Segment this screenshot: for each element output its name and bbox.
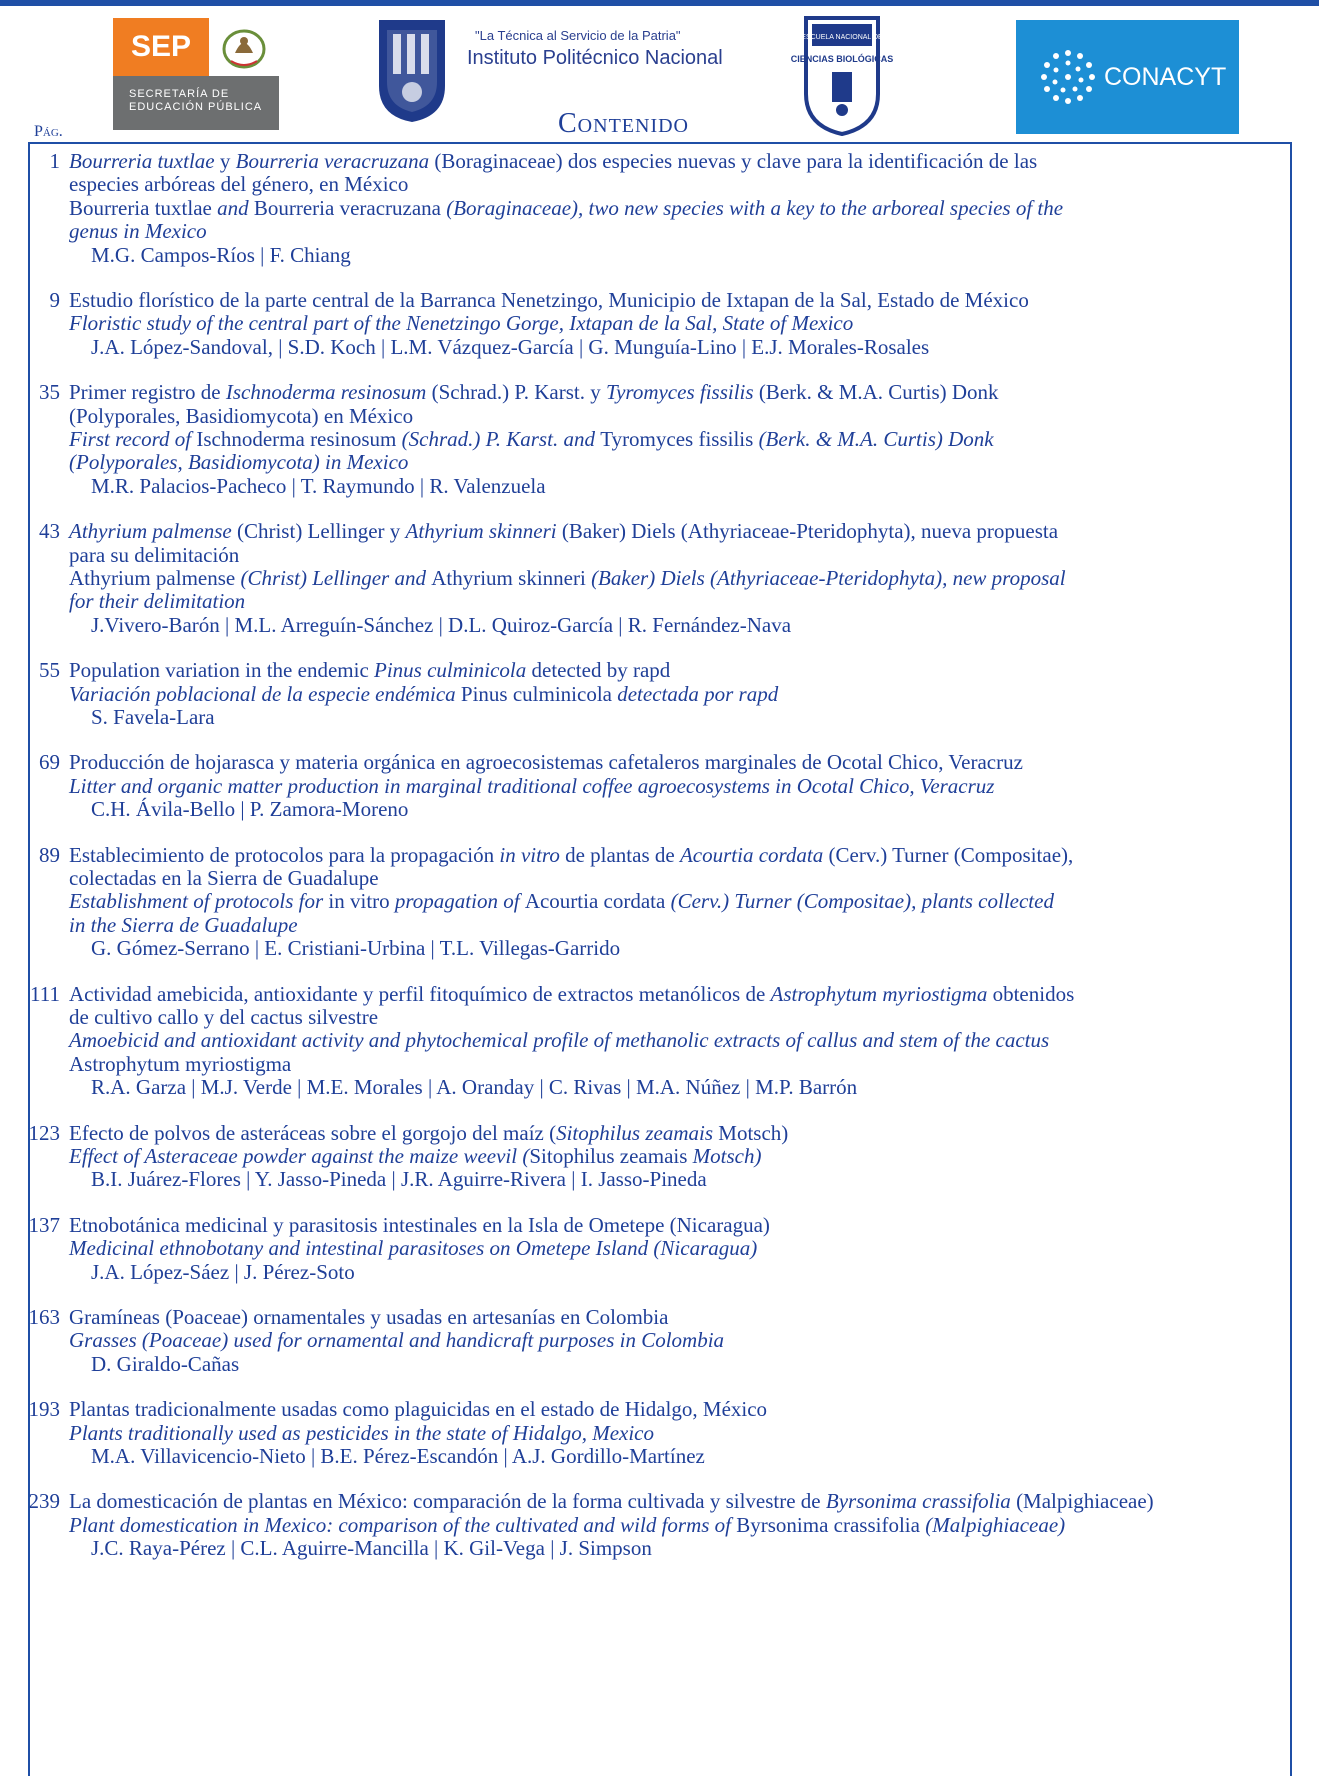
toc-page-number: 35 [39, 380, 60, 405]
sep-logo [113, 18, 279, 130]
toc-title-es: Producción de hojarasca y materia orgánica en agroecosistemas cafetaleros marginales de Ocotal Chico, Veracruz [69, 750, 1023, 775]
toc-title-en: Astrophytum myriostigma [69, 1051, 292, 1076]
toc-title-es: Plantas tradicionalmente usadas como plaguicidas en el estado de Hidalgo, México [69, 1397, 768, 1422]
sep-abbr: SEP [113, 18, 209, 76]
toc-title-en: First record of Ischnoderma resinosum (Schrad.) P. Karst. and Tyromyces fissilis (Berk. & M.A. Curtis) Donk [69, 426, 994, 451]
mexico-eagle-icon [209, 18, 279, 76]
toc-authors: M.G. Campos-Ríos | F. Chiang [91, 242, 351, 267]
toc-title-en: genus in Mexico [69, 219, 207, 244]
toc-authors: J.A. López-Sáez | J. Pérez-Soto [91, 1259, 355, 1284]
toc-title-es: Estudio florístico de la parte central de la Barranca Nenetzingo, Municipio de Ixtapan de la Sal, Estado de México [69, 288, 1029, 312]
toc-authors: M.R. Palacios-Pacheco | T. Raymundo | R. Valenzuela [91, 473, 546, 498]
conacyt-dots-icon [1038, 47, 1098, 107]
encb-letters-text: CIENCIAS BIOLÓGICAS [790, 54, 894, 64]
table-of-contents [0, 148, 1319, 1778]
toc-title-es: Primer registro de Ischnoderma resinosum (Schrad.) P. Karst. y Tyromyces fissilis (Berk. & M.A. Curtis) Donk [69, 380, 999, 405]
toc-title-en: Effect of Asteraceae powder against the maize weevil (Sitophilus zeamais Motsch) [69, 1143, 762, 1168]
toc-page-number: 123 [28, 1120, 60, 1145]
sep-name: SECRETARÍA DE EDUCACIÓN PÚBLICA [129, 88, 263, 113]
toc-title-en: Variación poblacional de la especie endémica Pinus culminicola detectada por rapd [69, 681, 779, 706]
toc-title-es: Gramíneas (Poaceae) ornamentales y usadas en artesanías en Colombia [69, 1305, 669, 1329]
toc-title-es: de cultivo callo y del cactus silvestre [69, 1004, 379, 1029]
toc-title-es: colectadas en la Sierra de Guadalupe [69, 865, 379, 890]
toc-authors: J.Vivero-Barón | M.L. Arreguín-Sánchez | D.L. Quiroz-García | R. Fernández-Nava [91, 612, 792, 637]
toc-page-number: 163 [28, 1305, 60, 1329]
toc-title-en: Medicinal ethnobotany and intestinal parasitoses on Ometepe Island (Nicaragua) [69, 1236, 758, 1261]
ipn-logo [373, 16, 451, 129]
toc-page-number: 55 [39, 658, 60, 683]
conacyt-logo [1016, 20, 1239, 134]
ipn-motto: "La Técnica al Servicio de la Patria" [475, 28, 681, 43]
encb-logo [790, 14, 894, 141]
toc-title-es: La domesticación de plantas en México: comparación de la forma cultivada y silvestre de Byrsonima crassifolia (Malpighiaceae) [69, 1489, 1154, 1514]
toc-title-en: Establishment of protocols for in vitro propagation of Acourtia cordata (Cerv.) Turner (Compositae), plants collected [69, 889, 1054, 914]
toc-page-number: 1 [49, 149, 60, 173]
toc-authors: D. Giraldo-Cañas [91, 1351, 240, 1376]
toc-page-number: 137 [28, 1212, 60, 1237]
toc-title-es: (Polyporales, Basidiomycota) en México [69, 403, 414, 428]
toc-title-en: Plants traditionally used as pesticides in the state of Hidalgo, Mexico [69, 1420, 655, 1445]
toc-page-number: 111 [30, 981, 60, 1006]
toc-page-number: 9 [49, 288, 60, 312]
toc-title-en: (Polyporales, Basidiomycota) in Mexico [69, 450, 409, 475]
toc-title-es: Bourreria tuxtlae y Bourreria veracruzana (Boraginaceae) dos especies nuevas y clave para la identificación de las [69, 149, 1038, 173]
toc-title-en: Litter and organic matter production in marginal traditional coffee agroecosystems in Ocotal Chico, Veracruz [69, 773, 995, 798]
toc-authors: R.A. Garza | M.J. Verde | M.E. Morales | A. Oranday | C. Rivas | M.A. Núñez | M.P. Barrón [91, 1075, 858, 1100]
toc-authors: C.H. Ávila-Bello | P. Zamora-Moreno [91, 797, 409, 822]
toc-page-number: 193 [28, 1397, 60, 1422]
toc-title-en: Grasses (Poaceae) used for ornamental and handicraft purposes in Colombia [69, 1328, 725, 1353]
toc-title-en: Bourreria tuxtlae and Bourreria veracruzana (Boraginaceae), two new species with a key to the arboreal species of the [69, 195, 1064, 220]
encb-ring-text: ESCUELA NACIONAL DE [801, 34, 883, 41]
toc-title-es: Actividad amebicida, antioxidante y perfil fitoquímico de extractos metanólicos de Astrophytum myriostigma obtenidos [69, 981, 1075, 1006]
toc-page-number: 43 [39, 519, 60, 544]
toc-title-en: in the Sierra de Guadalupe [69, 912, 298, 937]
page-title: Contenido [558, 108, 689, 139]
toc-title-es: Efecto de polvos de asteráceas sobre el gorgojo del maíz (Sitophilus zeamais Motsch) [69, 1120, 789, 1145]
toc-title-es: Establecimiento de protocolos para la propagación in vitro de plantas de Acourtia cordata (Cerv.) Turner (Compositae), [69, 842, 1074, 867]
toc-title-en: Amoebicid and antioxidant activity and phytochemical profile of methanolic extracts of callus and stem of the cactus [69, 1028, 1050, 1053]
toc-title-en: Floristic study of the central part of the Nenetzingo Gorge, Ixtapan de la Sal, State of Mexico [69, 311, 854, 336]
toc-authors: G. Gómez-Serrano | E. Cristiani-Urbina | T.L. Villegas-Garrido [91, 936, 621, 961]
toc-page-number: 239 [28, 1489, 60, 1514]
ipn-name: Instituto Politécnico Nacional [467, 47, 723, 69]
toc-authors: B.I. Juárez-Flores | Y. Jasso-Pineda | J.R. Aguirre-Rivera | I. Jasso-Pineda [91, 1167, 707, 1192]
toc-authors: M.A. Villavicencio-Nieto | B.E. Pérez-Escandón | A.J. Gordillo-Martínez [91, 1443, 705, 1468]
top-border-line [0, 0, 1319, 6]
toc-title-es: Population variation in the endemic Pinus culminicola detected by rapd [69, 658, 671, 683]
toc-authors: S. Favela-Lara [91, 704, 215, 729]
page-column-label: Pág. [34, 123, 63, 140]
toc-title-en: Plant domestication in Mexico: comparison of the cultivated and wild forms of Byrsonima crassifolia (Malpighiaceae) [69, 1512, 1066, 1537]
toc-title-en: for their delimitation [69, 589, 246, 614]
toc-title-es: Athyrium palmense (Christ) Lellinger y Athyrium skinneri (Baker) Diels (Athyriaceae-Pteridophyta), nueva propuesta [69, 519, 1059, 544]
toc-title-es: Etnobotánica medicinal y parasitosis intestinales en la Isla de Ometepe (Nicaragua) [69, 1212, 770, 1237]
toc-authors: J.A. López-Sandoval, | S.D. Koch | L.M. Vázquez-García | G. Munguía-Lino | E.J. Morales-Rosales [91, 334, 930, 359]
conacyt-text: CONACYT [1104, 62, 1227, 91]
toc-title-es: para su delimitación [69, 542, 240, 567]
toc-title-es: especies arbóreas del género, en México [69, 172, 409, 197]
toc-page-number: 89 [39, 842, 60, 867]
toc-authors: J.C. Raya-Pérez | C.L. Aguirre-Mancilla | K. Gil-Vega | J. Simpson [91, 1536, 652, 1561]
toc-page-number: 69 [39, 750, 60, 775]
toc-title-en: Athyrium palmense (Christ) Lellinger and Athyrium skinneri (Baker) Diels (Athyriaceae-Pteridophyta), new proposal [69, 565, 1066, 590]
